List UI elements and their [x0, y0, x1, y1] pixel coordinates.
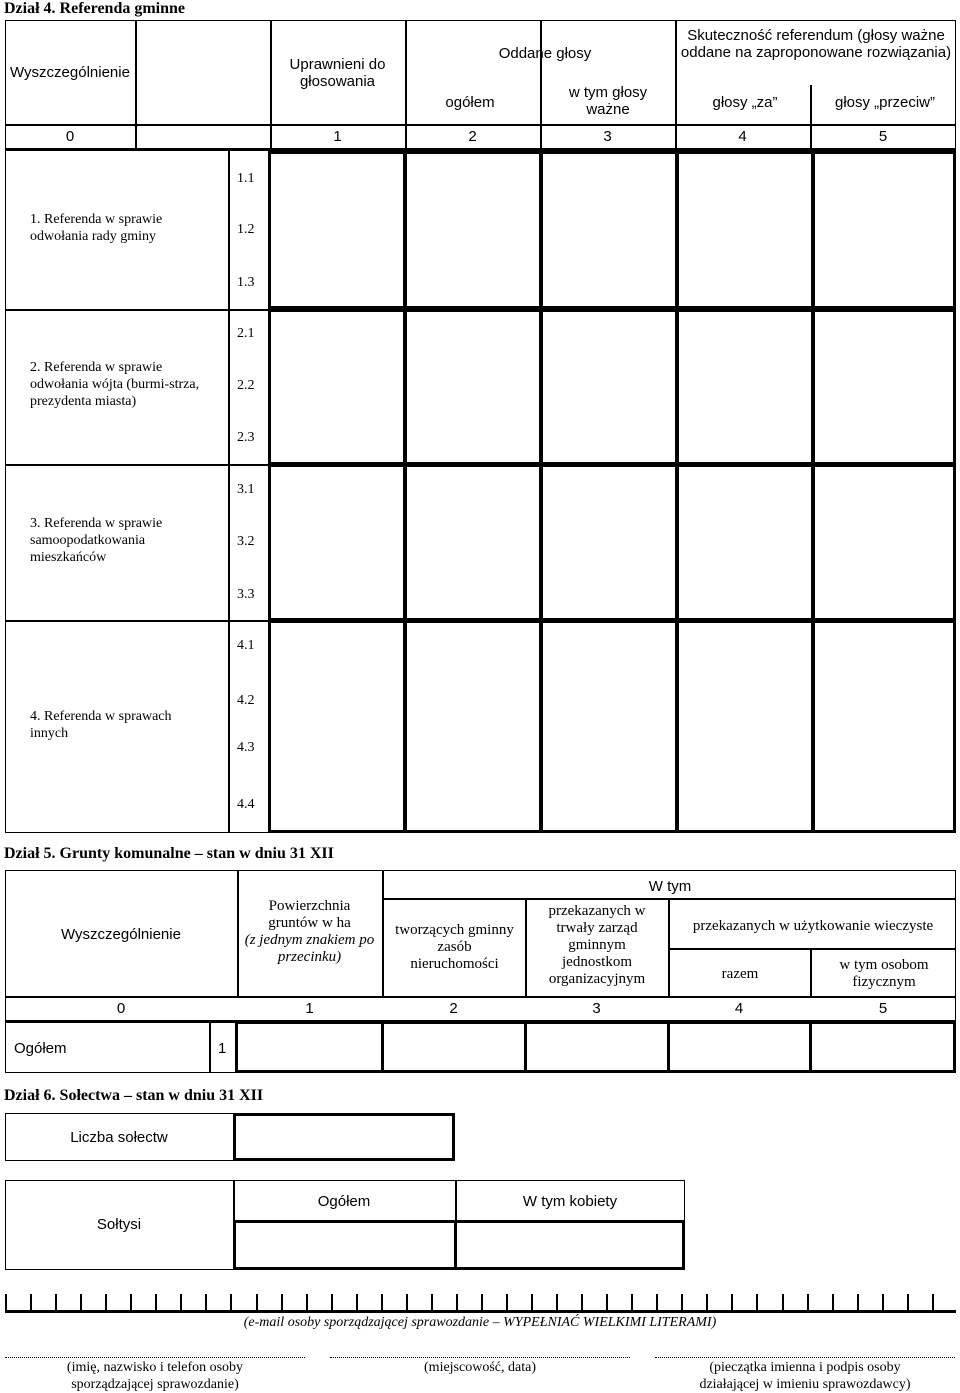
- comb-tick: [5, 1294, 7, 1312]
- row-number: 1.1: [237, 171, 255, 186]
- entry-cell[interactable]: [676, 464, 814, 621]
- soltysi-kobiety-header: W tym kobiety: [522, 1193, 618, 1210]
- soltysi-kobiety-entry[interactable]: [454, 1220, 685, 1270]
- comb-tick: [581, 1294, 583, 1312]
- comb-tick: [281, 1294, 283, 1312]
- entry-cell[interactable]: [268, 151, 406, 309]
- entry-cell[interactable]: [540, 620, 678, 833]
- group-label: 2. Referenda w sprawie odwołania wójta (burmi-strza, prezydenta miasta): [30, 360, 200, 409]
- entry-cell[interactable]: [268, 309, 406, 465]
- col-number: 5: [878, 128, 888, 145]
- sig1-label: (imię, nazwisko i telefon osoby sporządzającej sprawozdanie): [66, 1360, 244, 1392]
- col-number: 4: [738, 128, 747, 145]
- comb-tick: [155, 1294, 157, 1312]
- sig2-label: (miejscowość, data): [424, 1360, 536, 1375]
- col-ogolem-header: ogółem: [445, 94, 495, 111]
- row-number: 1: [218, 1040, 227, 1057]
- entry-cell[interactable]: [676, 309, 814, 465]
- comb-tick: [256, 1294, 258, 1312]
- entry-cell[interactable]: [404, 151, 542, 309]
- group-label: 1. Referenda w sprawie odwołania rady gminy: [30, 212, 163, 244]
- liczba-entry[interactable]: [233, 1113, 455, 1161]
- row-number: 3.3: [237, 587, 255, 602]
- entry-cell[interactable]: [540, 464, 678, 621]
- liczba-label: Liczba sołectw: [70, 1129, 168, 1146]
- col-number: 4: [734, 1000, 744, 1017]
- comb-tick: [481, 1294, 483, 1312]
- col-number: 3: [603, 128, 612, 145]
- row-number: 3.2: [237, 534, 255, 549]
- col-number: 1: [333, 128, 342, 145]
- col-uzytkowanie-header: przekazanych w użytkowanie wieczyste: [692, 918, 934, 934]
- comb-tick: [356, 1294, 358, 1312]
- entry-cell[interactable]: [235, 1021, 384, 1073]
- comb-tick: [431, 1294, 433, 1312]
- entry-cell[interactable]: [404, 309, 542, 465]
- comb-tick: [506, 1294, 508, 1312]
- date-line[interactable]: [330, 1357, 630, 1358]
- row-number: 1.3: [237, 275, 255, 290]
- section5-title: Dział 5. Grunty komunalne – stan w dniu 31 XII: [4, 845, 334, 862]
- row-number: 4.3: [237, 740, 255, 755]
- comb-tick: [456, 1294, 458, 1312]
- comb-tick: [180, 1294, 182, 1312]
- section4-title: Dział 4. Referenda gminne: [4, 0, 186, 17]
- comb-tick: [130, 1294, 132, 1312]
- col-number: 1: [305, 1000, 314, 1017]
- col-uprawnieni-header: Uprawnieni do głosowania: [289, 56, 386, 90]
- entry-cell[interactable]: [381, 1021, 527, 1073]
- comb-tick: [882, 1294, 884, 1312]
- col-tworzacych-header: tworzących gminny zasób nieruchomości: [395, 922, 514, 972]
- soltysi-ogolem-entry[interactable]: [233, 1220, 457, 1270]
- col-powierzchnia-header: [242, 898, 377, 966]
- comb-tick: [55, 1294, 57, 1312]
- comb-tick: [656, 1294, 658, 1312]
- entry-cell[interactable]: [812, 464, 956, 621]
- col-glosy-przeciw-header: głosy „przeciw”: [834, 94, 936, 111]
- comb-tick: [105, 1294, 107, 1312]
- comb-tick: [306, 1294, 308, 1312]
- entry-cell[interactable]: [812, 309, 956, 465]
- comb-tick: [807, 1294, 809, 1312]
- signature-line[interactable]: [5, 1357, 305, 1358]
- comb-tick: [907, 1294, 909, 1312]
- col-number: 5: [878, 1000, 888, 1017]
- entry-cell[interactable]: [540, 309, 678, 465]
- col-number: 2: [449, 1000, 458, 1017]
- row-number: 4.1: [237, 638, 255, 653]
- entry-cell[interactable]: [812, 151, 956, 309]
- col-number: 2: [468, 128, 477, 145]
- comb-tick: [681, 1294, 683, 1312]
- entry-cell[interactable]: [404, 620, 542, 833]
- group-label: 3. Referenda w sprawie samoopodatkowania mieszkańców: [30, 516, 163, 565]
- entry-cell[interactable]: [404, 464, 542, 621]
- comb-tick: [30, 1294, 32, 1312]
- comb-tick: [782, 1294, 784, 1312]
- col-number: 3: [592, 1000, 601, 1017]
- col-glosy-za-header: głosy „za”: [712, 94, 778, 111]
- col-wtym-wazne-header: w tym głosy ważne: [568, 84, 648, 118]
- row-label-ogolem: Ogółem: [14, 1040, 67, 1057]
- col-powierzchnia-label: Powierzchnia gruntów w ha: [268, 898, 351, 931]
- comb-tick: [406, 1294, 408, 1312]
- comb-tick: [756, 1294, 758, 1312]
- row-number: 2.1: [237, 326, 255, 341]
- col-skutecznosc-header: Skuteczność referendum (głosy ważne oddane na zaproponowane rozwiązania): [680, 27, 952, 61]
- col-razem-header: razem: [721, 966, 759, 982]
- comb-tick: [857, 1294, 859, 1312]
- entry-cell[interactable]: [676, 620, 814, 833]
- col-powierzchnia-note: (z jednym znakiem po przecinku): [244, 932, 375, 965]
- row-number: 2.2: [237, 378, 255, 393]
- entry-cell[interactable]: [268, 464, 406, 621]
- soltysi-ogolem-header: Ogółem: [317, 1193, 371, 1210]
- comb-tick: [205, 1294, 207, 1312]
- comb-tick: [706, 1294, 708, 1312]
- entry-cell[interactable]: [667, 1021, 812, 1073]
- comb-tick: [230, 1294, 232, 1312]
- soltysi-label: Sołtysi: [96, 1216, 142, 1233]
- comb-tick: [832, 1294, 834, 1312]
- row-number: 4.4: [237, 797, 255, 812]
- wtym-header: W tym: [648, 878, 692, 895]
- col-number: 0: [116, 1000, 126, 1017]
- row-number: 4.2: [237, 693, 255, 708]
- section6-title: Dział 6. Sołectwa – stan w dniu 31 XII: [4, 1087, 264, 1104]
- stamp-line[interactable]: [655, 1357, 955, 1358]
- email-label: (e-mail osoby sporządzającej sprawozdanie – WYPEŁNIAĆ WIELKIMI LITERAMI): [243, 1315, 717, 1330]
- col-przekazanych-zarzad-header: przekazanych w trwały zarząd gminnym jednostkom organizacyjnym: [548, 903, 646, 987]
- col-wyszczegolnienie-header: Wyszczególnienie: [10, 64, 130, 81]
- entry-cell[interactable]: [524, 1021, 670, 1073]
- comb-tick: [556, 1294, 558, 1312]
- entry-cell[interactable]: [676, 151, 814, 309]
- row-number: 3.1: [237, 482, 255, 497]
- col-number: 0: [65, 128, 75, 145]
- comb-tick: [932, 1294, 934, 1312]
- row-number: 1.2: [237, 222, 255, 237]
- group-label: 4. Referenda w sprawach innych: [30, 709, 172, 741]
- comb-tick: [331, 1294, 333, 1312]
- row-number: 2.3: [237, 430, 255, 445]
- comb-tick: [381, 1294, 383, 1312]
- col-osobom-header: w tym osobom fizycznym: [839, 957, 929, 990]
- entry-cell[interactable]: [809, 1021, 956, 1073]
- comb-tick: [606, 1294, 608, 1312]
- entry-cell[interactable]: [812, 620, 956, 833]
- comb-tick: [80, 1294, 82, 1312]
- comb-tick: [531, 1294, 533, 1312]
- col-wyszczegolnienie-header: Wyszczególnienie: [61, 926, 181, 943]
- comb-tick: [731, 1294, 733, 1312]
- col-oddane-header: Oddane głosy: [498, 45, 592, 62]
- entry-cell[interactable]: [268, 620, 406, 833]
- entry-cell[interactable]: [540, 151, 678, 309]
- sig3-label: (pieczątka imienna i podpis osoby działającej w imieniu sprawozdawcy): [699, 1360, 911, 1392]
- comb-tick: [631, 1294, 633, 1312]
